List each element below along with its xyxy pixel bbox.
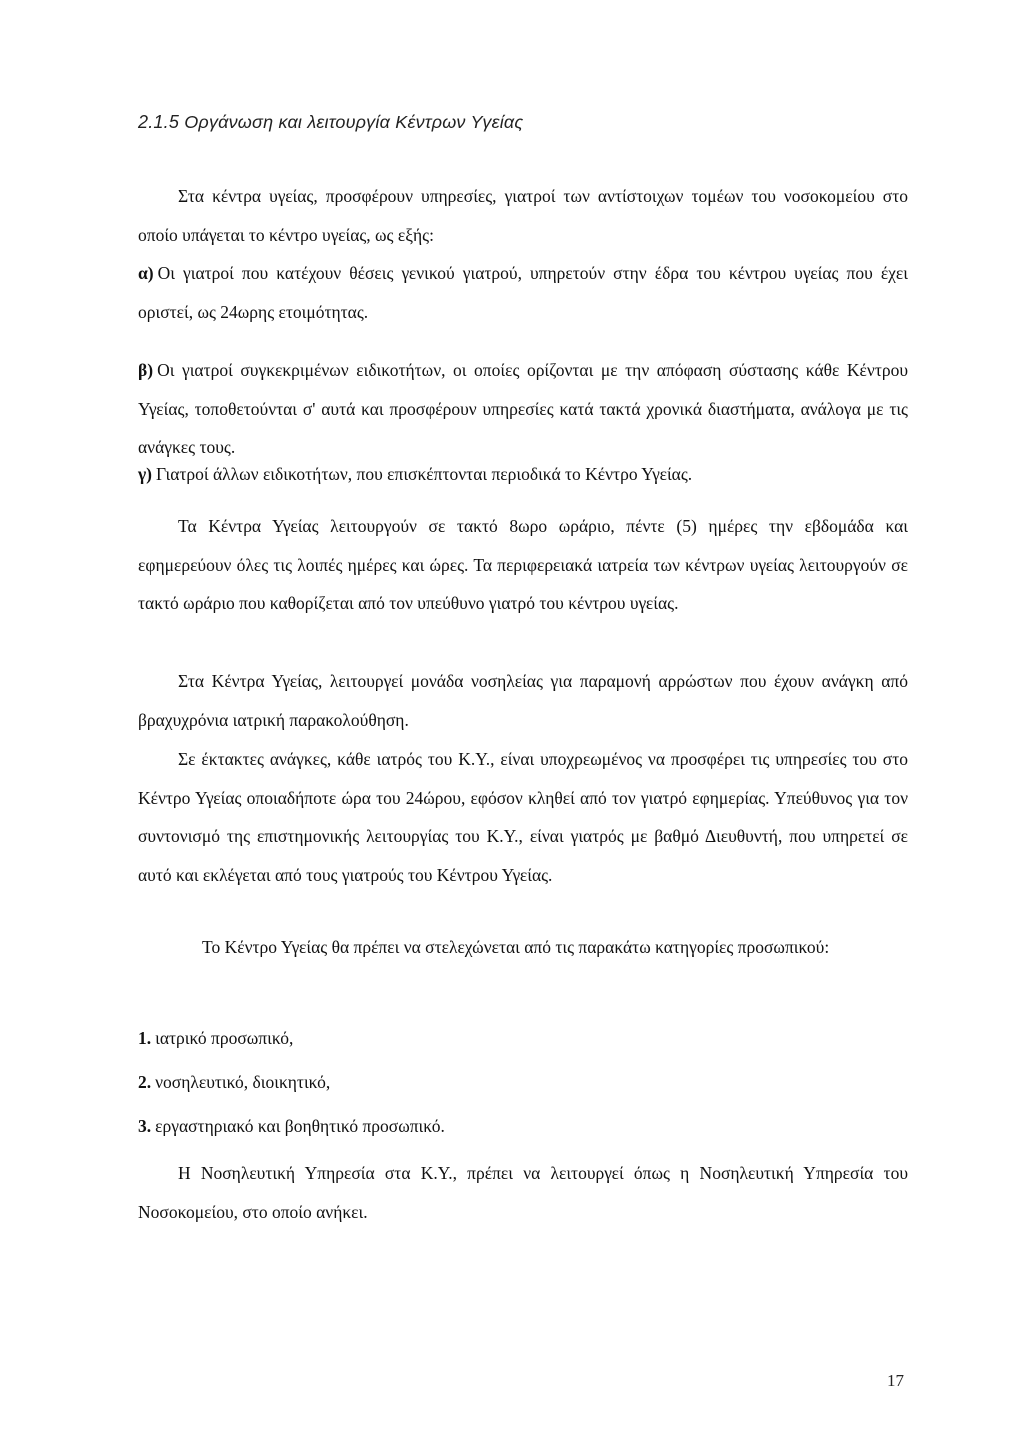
- list-item-c: [138, 455, 908, 494]
- page-number: 17: [887, 1371, 904, 1390]
- list-marker: 2.: [138, 1072, 152, 1092]
- list-marker: γ): [138, 464, 153, 484]
- nursing-unit-paragraph: Στα Κέντρα Υγείας, λειτουργεί μονάδα νοσηλείας για παραμονή αρρώστων που έχουν ανάγκη από βραχυχρόνια ιατρική παρακολούθηση.: [138, 671, 908, 730]
- numbered-item-2: [138, 1072, 330, 1093]
- list-item-text: εργαστηριακό και βοηθητικό προσωπικό.: [155, 1116, 445, 1136]
- list-marker: β): [138, 360, 154, 380]
- staff-paragraph: Το Κέντρο Υγείας θα πρέπει να στελεχώνεται από τις παρακάτω κατηγορίες προσωπικού:: [202, 937, 830, 957]
- intro-paragraph: Στα κέντρα υγείας, προσφέρουν υπηρεσίες, γιατροί των αντίστοιχων τομέων του νοσοκομείου στο οποίο υπάγεται το κέντρο υγείας, ως εξής:: [138, 186, 908, 245]
- list-item-text: Οι γιατροί συγκεκριμένων ειδικοτήτων, οι οποίες ορίζονται με την απόφαση σύστασης κάθε Κέντρου Υγείας, τοποθετούνται σ' αυτά και προσφέρουν υπηρεσίες κατά τακτά χρονικά διαστήματα, ανάλογα με τις ανάγκες τους.: [138, 360, 908, 457]
- document-page: [138, 0, 908, 1449]
- list-item-text: Οι γιατροί που κατέχουν θέσεις γενικού γιατρού, υπηρετούν στην έδρα του κέντρου υγείας που έχει οριστεί, ως 24ωρης ετοιμότητας.: [138, 263, 908, 322]
- list-marker: 3.: [138, 1116, 152, 1136]
- nursing-service-paragraph: Η Νοσηλευτική Υπηρεσία στα Κ.Υ., πρέπει να λειτουργεί όπως η Νοσηλευτική Υπηρεσία του Νοσοκομείου, στο οποίο ανήκει.: [138, 1163, 908, 1222]
- numbered-item-1: [138, 1028, 293, 1049]
- list-item-b: [138, 351, 908, 467]
- numbered-item-3: [138, 1116, 445, 1137]
- emergency-paragraph: Σε έκτακτες ανάγκες, κάθε ιατρός του Κ.Υ., είναι υποχρεωμένος να προσφέρει τις υπηρεσίες του στο Κέντρο Υγείας οποιαδήποτε ώρα του 24ώρου, εφόσον κληθεί από τον γιατρό εφημερίας. Υπεύθυνος για τον συντονισμό της επιστημονικής λειτουργίας του Κ.Υ., είναι γιατρός με βαθμό Διευθυντή, που υπηρετεί σε αυτό και εκλέγεται από τους γιατρούς του Κέντρου Υγείας.: [138, 749, 908, 885]
- list-item-a: [138, 254, 908, 331]
- list-marker: 1.: [138, 1028, 152, 1048]
- list-item-text: νοσηλευτικό, διοικητικό,: [155, 1072, 331, 1092]
- list-marker: α): [138, 263, 154, 283]
- list-item-text: ιατρικό προσωπικό,: [155, 1028, 294, 1048]
- list-item-text: Γιατροί άλλων ειδικοτήτων, που επισκέπτονται περιοδικά το Κέντρο Υγείας.: [156, 464, 693, 484]
- hours-paragraph: Τα Κέντρα Υγείας λειτουργούν σε τακτό 8ωρο ωράριο, πέντε (5) ημέρες την εβδομάδα και εφημερεύουν όλες τις λοιπές ημέρες και ώρες. Τα περιφερειακά ιατρεία των κέντρων υγείας λειτουργούν σε τακτό ωράριο που καθορίζεται από τον υπεύθυνο γιατρό του κέντρου υγείας.: [138, 516, 908, 613]
- section-heading: 2.1.5 Οργάνωση και λειτουργία Κέντρων Υγείας: [138, 112, 524, 132]
